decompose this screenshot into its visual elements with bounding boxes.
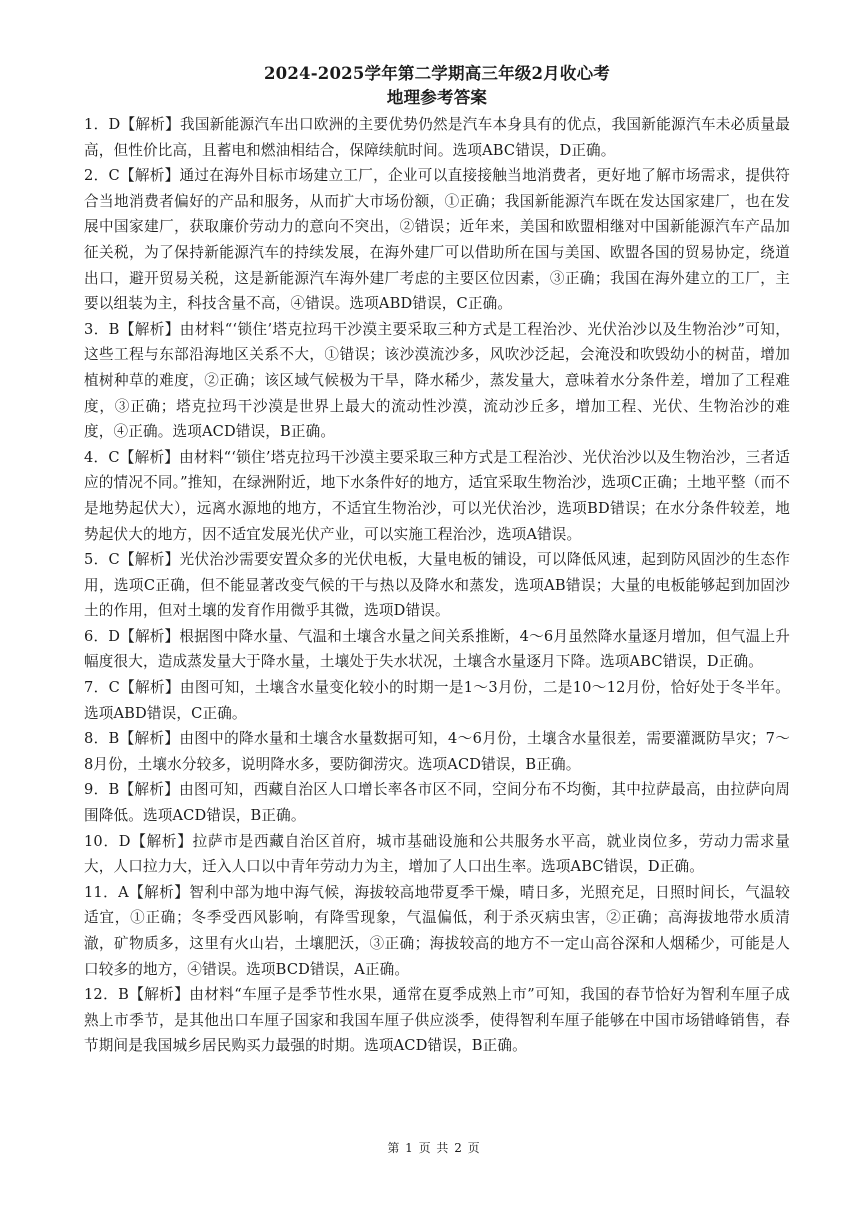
answer-item-7: 7．C【解析】由图可知，土壤含水量变化较小的时期一是1～3月份，二是10～12月份，恰好处于冬半年。选项ABD错误，C正确。 xyxy=(84,679,790,722)
answer-item-10: 10．D【解析】拉萨市是西藏自治区首府，城市基础设施和公共服务水平高，就业岗位多，劳动力需求量大，人口拉力大，迁入人口以中青年劳动力为主，增加了人口出生率。选项ABC错误，D正确。 xyxy=(84,832,790,876)
page-footer: 第 1 页 共 2 页 xyxy=(387,1141,481,1155)
answer-item-4: 4．C【解析】由材料“‘锁住’塔克拉玛干沙漠主要采取三种方式是工程治沙、光伏治沙以及生物治沙，三者适应的情况不同。”推知，在绿洲附近，地下水条件好的地方，适宜采取生物治沙，选项C正确；土地平整（而不是地势起伏大），远离水源地的地方，不适宜生物治沙，可以光伏治沙，选项BD错误；在水分条件较差，地势起伏大的地方，因不适宜发展光伏产业，可以实施工程治沙，选项A错误。 xyxy=(84,448,790,543)
page-subtitle: 地理参考答案 xyxy=(386,88,488,107)
answer-item-11: 11．A【解析】智利中部为地中海气候，海拔较高地带夏季干燥，晴日多，光照充足，日照时间长，气温较适宜，①正确；冬季受西风影响，有降雪现象，气温偏低，利于杀灭病虫害，②正确；高海拔地带水质清澈，矿物质多，这里有火山岩，土壤肥沃，③正确；海拔较高的地方不一定山高谷深和人烟稀少，可能是人口较多的地方，④错误。选项BCD错误，A正确。 xyxy=(84,883,790,978)
answer-list xyxy=(84,112,790,1059)
answer-item-6: 6．D【解析】根据图中降水量、气温和土壤含水量之间关系推断，4～6月虽然降水量逐月增加，但气温上升幅度很大，造成蒸发量大于降水量，土壤处于失水状况，土壤含水量逐月下降。选项ABC错误，D正确。 xyxy=(84,627,790,671)
answer-item-9: 9．B【解析】由图可知，西藏自治区人口增长率各市区不同，空间分布不均衡，其中拉萨最高，由拉萨向周围降低。选项ACD错误，B正确。 xyxy=(84,781,790,825)
answer-item-12: 12．B【解析】由材料“车厘子是季节性水果，通常在夏季成熟上市”可知，我国的春节恰好为智利车厘子成熟上市季节，是其他出口车厘子国家和我国车厘子供应淡季，使得智利车厘子能够在中国市场错峰销售，春节期间是我国城乡居民购买力最强的时期。选项ACD错误，B正确。 xyxy=(84,986,790,1055)
answer-item-5: 5．C【解析】光伏治沙需要安置众多的光伏电板，大量电板的铺设，可以降低风速，起到防风固沙的生态作用，选项C正确，但不能显著改变气候的干与热以及降水和蒸发，选项AB错误；大量的电板能够起到加固沙土的作用，但对土壤的发育作用微乎其微，选项D错误。 xyxy=(84,551,790,620)
answer-item-1: 1．D【解析】我国新能源汽车出口欧洲的主要优势仍然是汽车本身具有的优点，我国新能源汽车未必质量最高，但性价比高，且蓄电和燃油相结合，保障续航时间。选项ABC错误，D正确。 xyxy=(84,116,790,159)
answer-item-3: 3．B【解析】由材料“‘锁住’塔克拉玛干沙漠主要采取三种方式是工程治沙、光伏治沙以及生物治沙”可知，这些工程与东部沿海地区关系不大，①错误；该沙漠流沙多，风吹沙泛起，会淹没和吹毁幼小的树苗，增加植树种草的难度，②正确；该区域气候极为干旱，降水稀少，蒸发量大，意味着水分条件差，增加了工程难度，③正确；塔克拉玛干沙漠是世界上最大的流动性沙漠，流动沙丘多，增加工程、光伏、生物治沙的难度，④正确。选项ACD错误，B正确。 xyxy=(84,320,790,441)
answer-item-2: 2．C【解析】通过在海外目标市场建立工厂，企业可以直接接触当地消费者，更好地了解市场需求，提供符合当地消费者偏好的产品和服务，从而扩大市场份额，①正确；我国新能源汽车既在发达国家建厂，也在发展中国家建厂，获取廉价劳动力的意向不突出，②错误；近年来，美国和欧盟相继对中国新能源汽车产品加征关税，为了保持新能源汽车的持续发展，在海外建厂可以借助所在国与美国、欧盟各国的贸易协定，绕道出口，避开贸易关税，这是新能源汽车海外建厂考虑的主要区位因素，③正确；我国在海外建立的工厂，主要以组装为主，科技含量不高，④错误。选项ABD错误，C正确。 xyxy=(84,167,790,313)
answer-item-8: 8．B【解析】由图中的降水量和土壤含水量数据可知，4～6月份，土壤含水量很差，需要灌溉防旱灾；7～8月份，土壤水分较多，说明降水多，要防御涝灾。选项ACD错误，B正确。 xyxy=(84,730,790,773)
page-title: 2024-2025学年第二学期高三年级2月收心考 xyxy=(264,64,610,83)
